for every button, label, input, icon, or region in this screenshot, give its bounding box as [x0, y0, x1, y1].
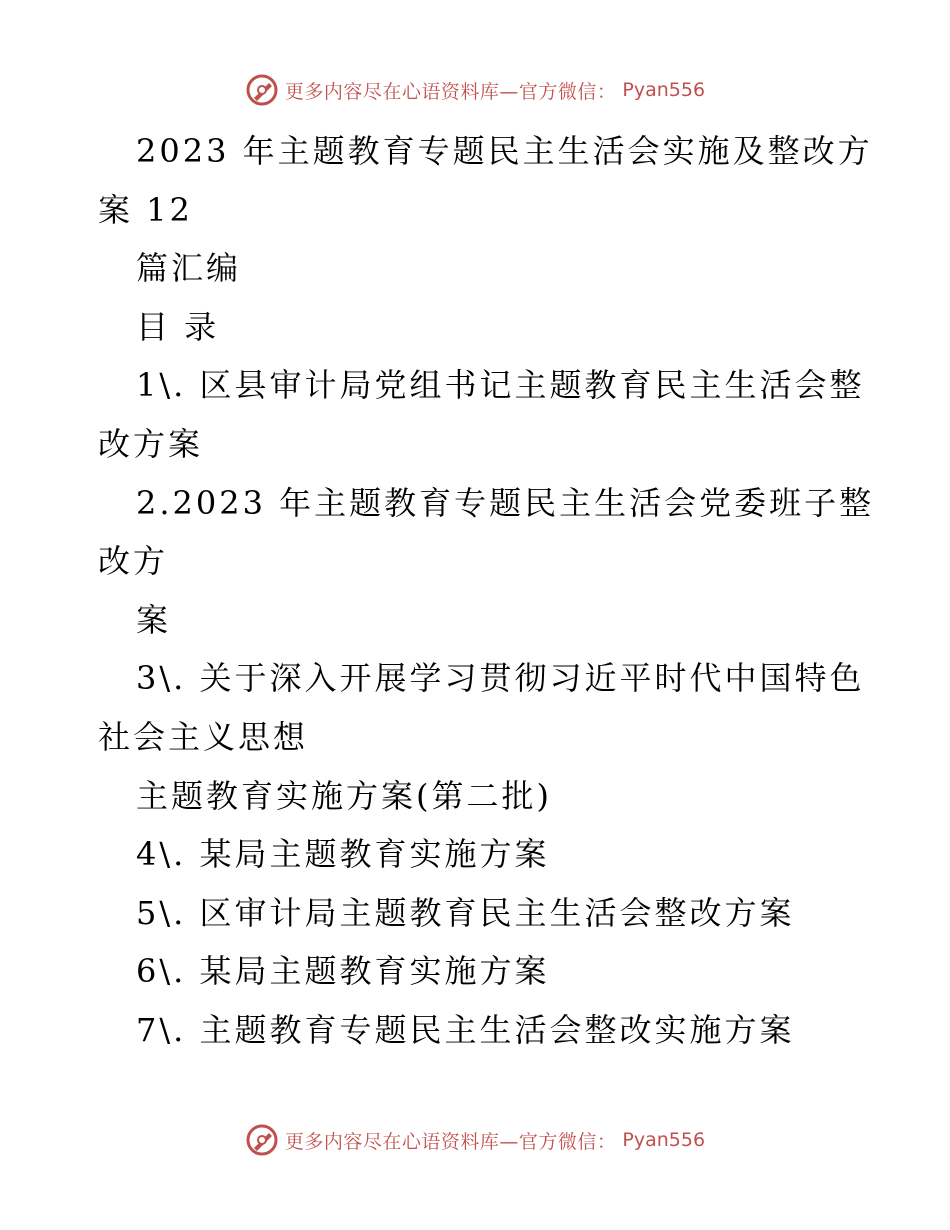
header-watermark [0, 70, 950, 110]
toc-item-cont: 主题教育实施方案(第二批) [136, 776, 552, 815]
toc-item: 1\. 区县审计局党组书记主题教育民主生活会整 [136, 366, 865, 405]
toc-item: 7\. 主题教育专题民主生活会整改实施方案 [136, 1010, 795, 1049]
toc-item-cont: 改方 [98, 542, 169, 581]
toc-item-cont: 改方案 [98, 424, 204, 463]
watermark-wechat: Pyan556 [622, 79, 706, 101]
watermark-text: 更多内容尽在心语资料库—官方微信： [284, 80, 617, 103]
toc-heading: 目 录 [136, 307, 220, 346]
toc-item: 4\. 某局主题教育实施方案 [136, 835, 550, 874]
toc-item-cont: 社会主义思想 [98, 717, 309, 756]
watermark-text: 更多内容尽在心语资料库—官方微信： [284, 1130, 617, 1153]
doc-line: 案 12 [98, 190, 193, 229]
doc-line: 2023 年主题教育专题民主生活会实施及整改方 [136, 132, 873, 170]
watermark-wechat: Pyan556 [622, 1129, 706, 1151]
toc-item: 2.2023 年主题教育专题民主生活会党委班子整 [136, 483, 875, 522]
doc-line: 篇汇编 [136, 249, 242, 288]
footer-watermark [0, 1120, 950, 1160]
toc-item: 3\. 关于深入开展学习贯彻习近平时代中国特色 [136, 659, 865, 698]
red-brush-logo-icon [245, 73, 279, 107]
toc-item: 6\. 某局主题教育实施方案 [136, 952, 550, 991]
toc-item-cont: 案 [136, 600, 172, 639]
toc-item: 5\. 区审计局主题教育民主生活会整改方案 [136, 893, 795, 932]
red-brush-logo-icon [245, 1123, 279, 1157]
document-body [98, 122, 875, 1060]
